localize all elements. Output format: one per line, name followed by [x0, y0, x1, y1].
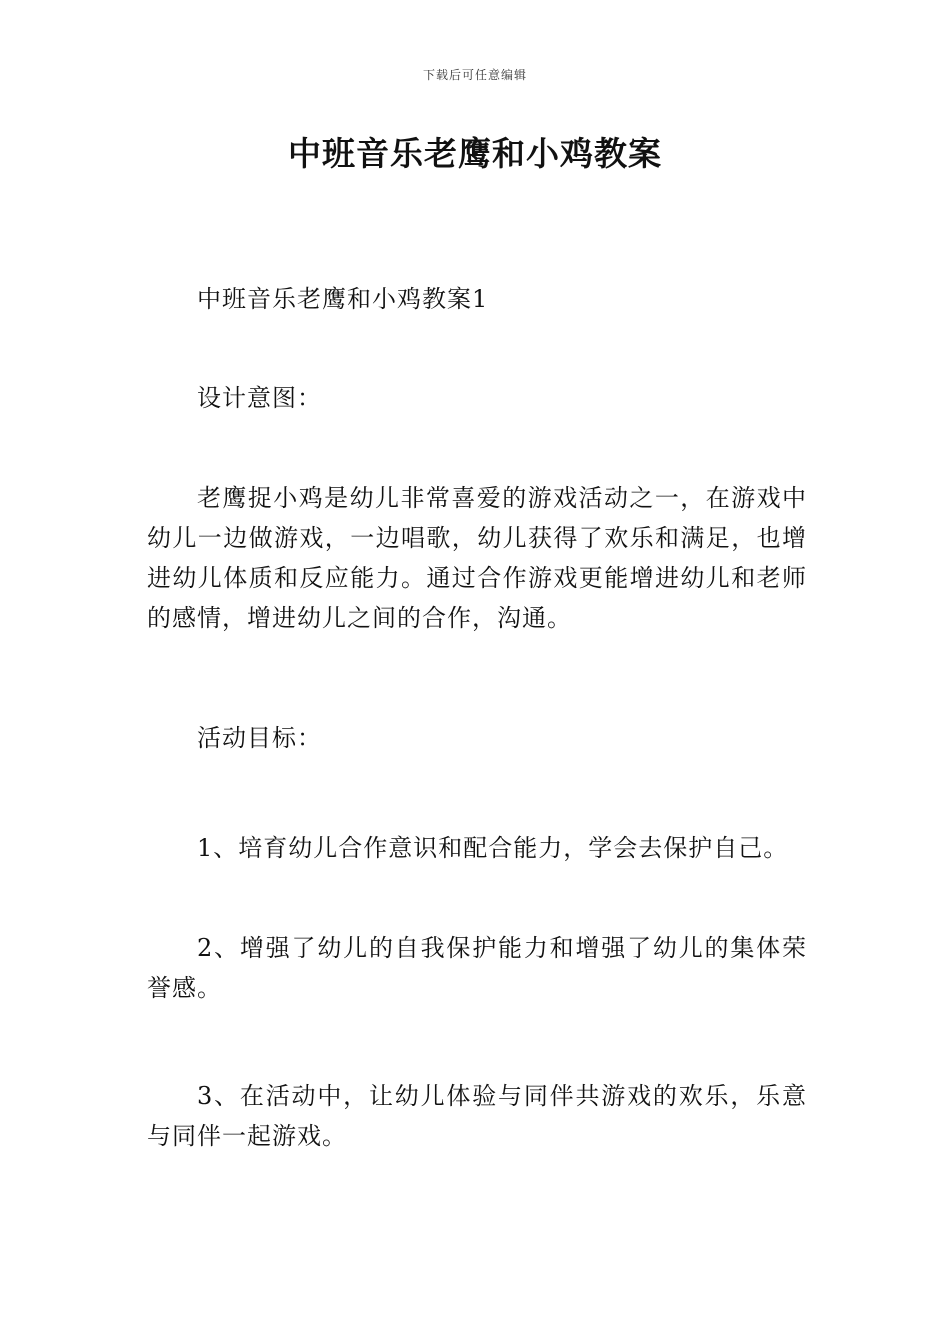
- design-intent-paragraph: 老鹰捉小鸡是幼儿非常喜爱的游戏活动之一，在游戏中幼儿一边做游戏，一边唱歌，幼儿获得了欢乐和满足，也增进幼儿体质和反应能力。通过合作游戏更能增进幼儿和老师的感情，增进幼儿之间的合作，沟通。: [147, 484, 807, 632]
- section-subtitle: 中班音乐老鹰和小鸡教案1: [197, 285, 489, 313]
- goal-item-2: 2、增强了幼儿的自我保护能力和增强了幼儿的集体荣誉感。: [147, 934, 807, 1002]
- header-note: 下载后可任意编辑: [422, 68, 527, 82]
- activity-goals-heading: 活动目标：: [197, 724, 322, 752]
- document-title: 中班音乐老鹰和小鸡教案: [288, 134, 662, 173]
- design-intent-heading: 设计意图：: [197, 384, 322, 412]
- goal-item-3: 3、在活动中，让幼儿体验与同伴共游戏的欢乐，乐意与同伴一起游戏。: [147, 1082, 807, 1150]
- goal-item-1: 1、培育幼儿合作意识和配合能力，学会去保护自己。: [197, 834, 789, 862]
